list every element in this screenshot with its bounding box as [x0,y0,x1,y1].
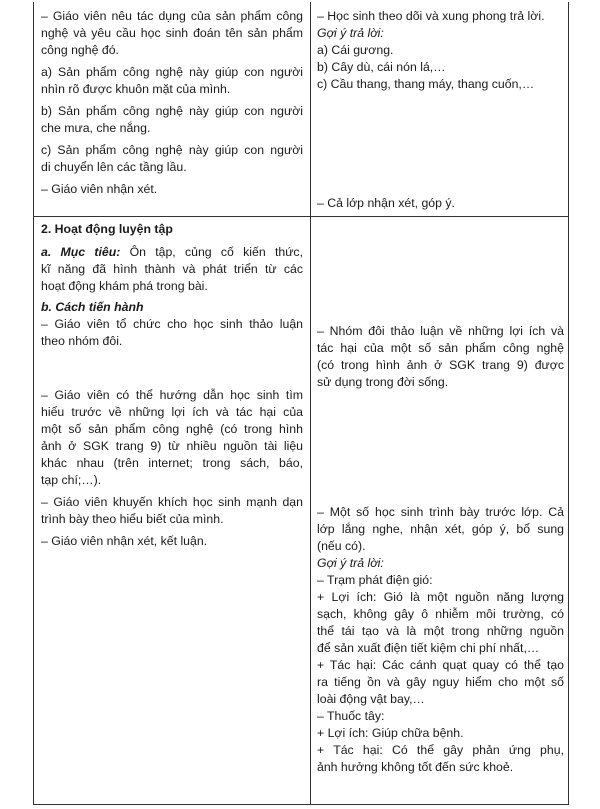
wind-benefit-line: sạch, không gây ô nhiễm môi trường, có [317,607,564,621]
goal-text: Ôn tập, củng cố kiến thức, [120,245,303,259]
wind-harm-line: ra tiếng ồn và gây nguy hiểm cho một số [317,675,564,689]
section-heading: 2. Hoạt động luyện tập [41,222,173,236]
answer-a: a) Cái gương. [317,43,394,57]
method-step-line: ảnh ở SGK trang 9) từ nhiều nguồn tài liệu [41,439,303,453]
goal-line: kĩ năng đã hình thành và phát triển từ các [41,262,303,276]
answer-c: c) Cầu thang, thang máy, thang cuốn,… [317,77,535,91]
method-label: b. Cách tiến hành [41,300,144,314]
method-step-line: tạp chí;…). [41,473,102,487]
row1-left-line: – Giáo viên nêu tác dụng của sản phẩm công [41,9,303,23]
goal-line [41,244,303,261]
method-step-line: – Giáo viên nhận xét, kết luận. [41,534,208,548]
pair-discussion-line: sử dụng trong đời sống. [317,375,449,389]
presentation-line: – Một số học sinh trình bày trước lớp. Cả [317,505,564,519]
question-c-line: di chuyển lên các tầng lầu. [41,160,187,174]
question-c-line: c) Sản phẩm công nghệ này giúp con người [41,143,303,157]
question-b-line: b) Sản phẩm công nghệ này giúp con người [41,104,303,118]
method-step-line: hiểu trước về những lợi ích và tác hại của [41,405,303,419]
medicine-harm-line: + Tác hại: Có thể gây phản ứng phụ, [317,743,564,757]
medicine-benefit: + Lợi ích: Giúp chữa bệnh. [317,726,464,740]
answer-hint-label: Gợi ý trả lời: [317,26,384,40]
goal-line: hoạt động khám phá trong bài. [41,279,208,293]
wind-benefit-line: để sản xuất điện tiết kiệm chi phí nhất,… [317,641,540,655]
presentation-line: (nếu có). [317,539,366,553]
method-step-line: – Giáo viên có thể hướng dẫn học sinh tìm [41,388,303,402]
wind-benefit-line: + Lợi ích: Gió là một nguồn năng lượng [317,590,564,604]
answer-b: b) Cây dù, cái nón lá,… [317,60,446,74]
method-step-line: một số sản phẩm công nghệ (có trong hình [41,422,303,436]
goal-label: a. Mục tiêu: [41,245,121,259]
presentation-line: lớp lắng nghe, nhận xét, góp ý, bổ sung [317,522,564,536]
method-step-line: theo nhóm đôi. [41,334,123,348]
teacher-remark: – Giáo viên nhận xét. [41,182,158,196]
question-a-line: nhìn rõ được khuôn mặt của mình. [41,82,231,96]
method-step-line: – Giáo viên khuyến khích học sinh mạnh dạn [41,495,303,509]
wind-station-title: – Trạm phát điện gió: [317,573,433,587]
student-activity: – Học sinh theo dõi và xung phong trả lời. [317,9,545,23]
wind-benefit-line: thể tái tạo và là một trong những nguồn [317,624,564,638]
question-b-line: che mưa, che nắng. [41,121,151,135]
answer-hint-label: Gợi ý trả lời: [317,556,384,570]
pair-discussion-line: – Nhóm đôi thảo luận về những lợi ích và [317,324,564,338]
row1-left-line: nghệ và yêu cầu học sinh đoán tên sản phẩm [41,26,303,40]
column-divider [310,2,311,805]
medicine-title: – Thuốc tây: [317,709,385,723]
medicine-harm-line: ảnh hưởng không tốt đến sức khoẻ. [317,760,514,774]
question-a-line: a) Sản phẩm công nghệ này giúp con người [41,65,303,79]
wind-harm-line: loài động vật bay,… [317,692,425,706]
pair-discussion-line: tác hại của một số sản phẩm công nghệ [317,341,564,355]
table-bottom-border [34,804,568,805]
method-step-line: – Giáo viên tổ chức cho học sinh thảo luận [41,317,303,331]
method-step-line: trình bày theo hiểu biết của mình. [41,512,224,526]
pair-discussion-line: (có trong hình ảnh ở SGK trang 9) được [317,358,564,372]
wind-harm-line: + Tác hại: Các cánh quạt quay có thể tạo [317,658,564,672]
row-divider [34,216,568,217]
method-step-line: khác nhau (trên internet; trong sách, báo, [41,456,303,470]
class-remark: – Cả lớp nhận xét, góp ý. [317,196,455,210]
row1-left-line: công nghệ đó. [41,43,119,57]
lesson-table [33,2,569,805]
